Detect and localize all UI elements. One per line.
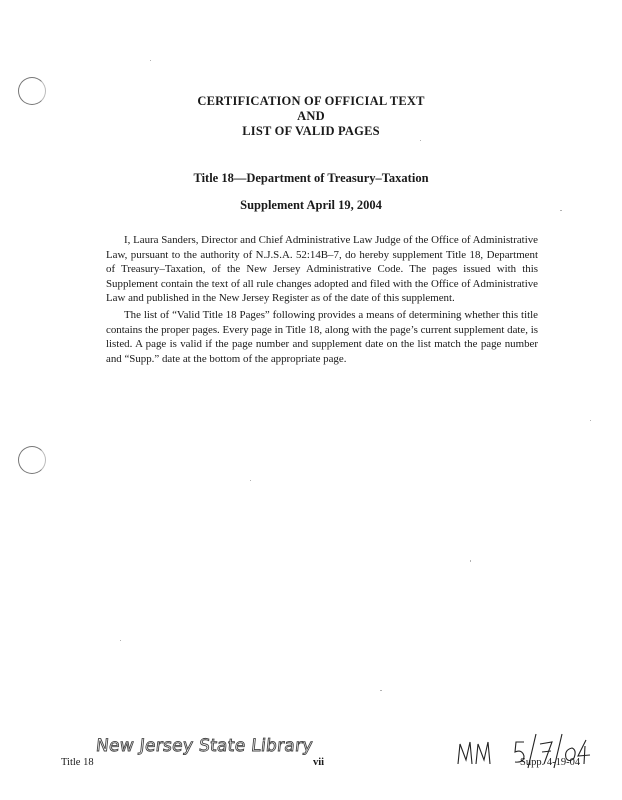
paragraph-certification: I, Laura Sanders, Director and Chief Administrative Law Judge of the Office of Administrative Law, pursuant to the authority of N.J.S.A. 52:14B–7, do hereby supplement Title 18, Department of Treasury–Taxation, of the New Jersey Administrative Code. The pages issued with this Supplement contain the text of all rule changes adopted and filed with the Office of Administrative Law and published in the New Jersey Register as of the date of this supplement. xyxy=(106,234,538,305)
certification-body xyxy=(106,233,538,366)
paragraph-valid-pages: The list of “Valid Title 18 Pages” following provides a means of determining whether this title contains the proper pages. Every page in Title 18, along with the page’s current supplement date, is listed. A page is valid if the page number and supplement date on the list match the page number and “Supp.” date at the bottom of the appropriate page. xyxy=(106,308,538,365)
scan-speckle xyxy=(590,420,591,421)
heading-line-3: LIST OF VALID PAGES xyxy=(242,124,380,138)
title-heading: Title 18—Department of Treasury–Taxation xyxy=(193,171,429,185)
certification-heading xyxy=(0,94,622,139)
scan-speckle xyxy=(380,690,382,691)
heading-line-1: CERTIFICATION OF OFFICIAL TEXT xyxy=(197,94,425,108)
scan-speckle xyxy=(470,560,471,562)
supplement-date-heading: Supplement April 19, 2004 xyxy=(240,198,382,212)
scan-speckle xyxy=(250,480,251,481)
punch-hole-middle xyxy=(18,446,46,474)
scan-speckle xyxy=(420,140,421,141)
library-stamp: New Jersey State Library xyxy=(94,736,314,756)
page-number: vii xyxy=(313,757,325,768)
footer-title: Title 18 xyxy=(61,757,94,768)
footer-supplement-date: Supp. 4-19-04 xyxy=(520,757,581,768)
scan-speckle xyxy=(560,210,562,211)
scan-speckle xyxy=(150,60,151,61)
scan-speckle xyxy=(120,640,121,641)
heading-line-2: AND xyxy=(297,109,325,123)
